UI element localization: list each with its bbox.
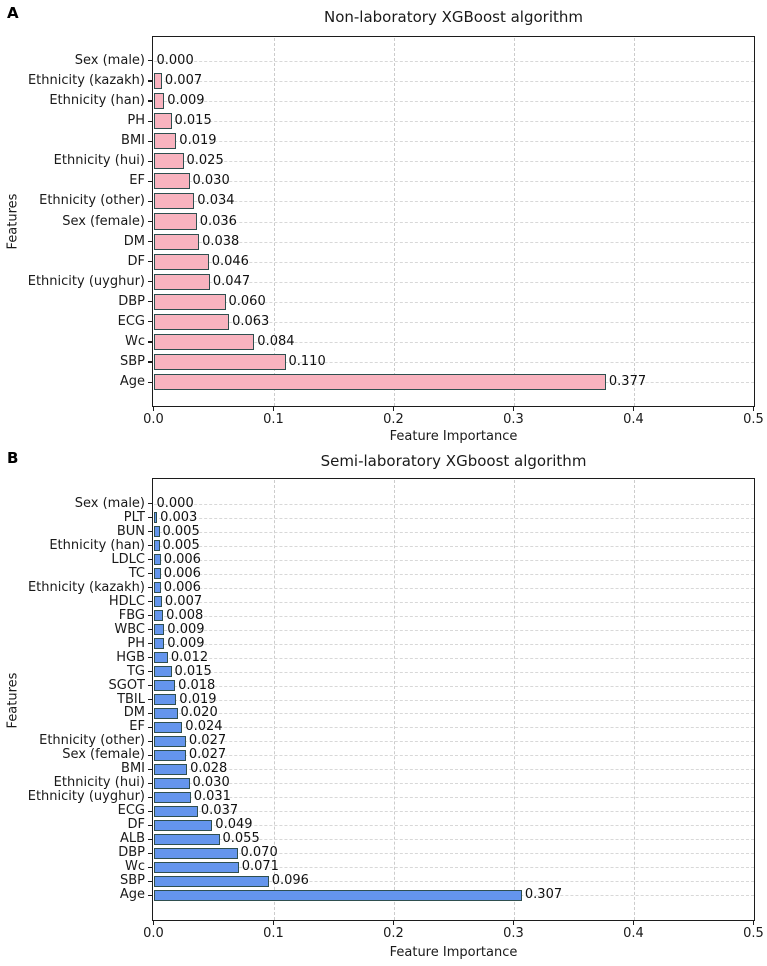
y-tick-label: Ethnicity (other) [39, 733, 145, 749]
bar-value-label: 0.049 [215, 817, 253, 833]
gridline [154, 727, 754, 728]
y-axis-tick [148, 341, 152, 342]
bar-value-label: 0.027 [188, 733, 227, 749]
gridline [154, 672, 754, 673]
gridline [154, 811, 754, 812]
y-tick-label: Sex (female) [62, 213, 145, 229]
y-axis-tick [148, 629, 152, 630]
bar-value-label: 0.031 [193, 789, 231, 805]
bar-value-label: 0.060 [228, 293, 266, 309]
y-tick-label: Sex (male) [74, 495, 145, 511]
y-tick-label: PH [127, 113, 145, 129]
bar-sex-female [154, 213, 197, 229]
y-axis-tick [148, 301, 152, 302]
gridline [154, 713, 754, 714]
y-axis-tick [148, 80, 152, 81]
y-tick-label: PLT [123, 509, 145, 525]
y-axis-tick [148, 853, 152, 854]
y-tick-label: SBP [119, 354, 145, 370]
x-axis-tick [273, 407, 274, 411]
bar-ef [154, 722, 183, 733]
bar-value-label: 0.377 [608, 374, 647, 390]
bar-value-label: 0.015 [174, 663, 212, 679]
bar-value-label: 0.006 [163, 565, 201, 581]
y-tick-label: Age [119, 374, 145, 390]
x-axis-tick [513, 407, 514, 411]
y-tick-label: HDLC [108, 593, 145, 609]
y-tick-label: BUN [116, 523, 145, 539]
bar-ethnicity-han [154, 540, 160, 551]
bar-value-label: 0.019 [179, 133, 217, 149]
bar-value-label: 0.037 [200, 803, 239, 819]
y-axis-tick [148, 60, 152, 61]
bar-df [154, 820, 213, 831]
bar-sgot [154, 680, 176, 691]
gridline [154, 560, 754, 561]
panel-a-letter: A [7, 4, 19, 22]
bar-ethnicity-han [154, 93, 165, 109]
y-tick-label: DM [123, 705, 145, 721]
panel-b-x-axis-label: Feature Importance [389, 945, 518, 960]
gridline [154, 602, 754, 603]
x-tick-label: 0.5 [743, 926, 764, 941]
bar-value-label: 0.071 [241, 859, 279, 875]
bar-value-label: 0.063 [232, 313, 270, 329]
bar-value-label: 0.006 [163, 551, 201, 567]
bar-sbp [154, 876, 269, 887]
gridline [154, 121, 754, 122]
bar-value-label: 0.028 [190, 761, 228, 777]
bar-ethnicity-other [154, 736, 186, 747]
bar-value-label: 0.009 [167, 621, 205, 637]
y-axis-tick [148, 141, 152, 142]
y-axis-tick [148, 361, 152, 362]
y-axis-tick [148, 881, 152, 882]
bar-value-label: 0.018 [178, 677, 216, 693]
y-tick-label: PH [127, 635, 145, 651]
bar-value-label: 0.027 [188, 747, 227, 763]
bar-value-label: 0.009 [167, 635, 205, 651]
bar-hdlc [154, 596, 162, 607]
y-tick-label: Ethnicity (han) [49, 93, 145, 109]
gridline [154, 783, 754, 784]
x-axis-tick [633, 921, 634, 925]
y-axis-tick [148, 531, 152, 532]
bar-age [154, 890, 522, 901]
bar-value-label: 0.000 [156, 52, 194, 68]
y-tick-label: EF [129, 173, 145, 189]
bar-ph [154, 113, 172, 129]
bar-ph [154, 638, 165, 649]
bar-ldlc [154, 554, 161, 565]
bar-value-label: 0.000 [156, 495, 194, 511]
bar-value-label: 0.008 [166, 607, 204, 623]
bar-value-label: 0.019 [179, 691, 217, 707]
y-axis-tick [148, 783, 152, 784]
bar-value-label: 0.025 [186, 153, 224, 169]
y-axis-tick [148, 839, 152, 840]
y-axis-tick [148, 281, 152, 282]
y-axis-tick [148, 161, 152, 162]
y-axis-tick [148, 769, 152, 770]
bar-sbp [154, 354, 286, 370]
y-tick-label: DM [123, 233, 145, 249]
bar-value-label: 0.020 [180, 705, 218, 721]
y-axis-tick [148, 221, 152, 222]
y-tick-label: Ethnicity (hui) [53, 153, 145, 169]
y-axis-tick [148, 825, 152, 826]
bar-value-label: 0.015 [174, 113, 212, 129]
bar-tbil [154, 694, 177, 705]
y-axis-tick [148, 643, 152, 644]
gridline [154, 141, 754, 142]
y-tick-label: Ethnicity (han) [49, 537, 145, 553]
bar-ethnicity-kazakh [154, 582, 161, 593]
x-axis-tick [753, 921, 754, 925]
gridline [154, 546, 754, 547]
gridline [154, 686, 754, 687]
y-tick-label: BMI [121, 761, 145, 777]
y-axis-tick [148, 517, 152, 518]
bar-value-label: 0.047 [212, 273, 251, 289]
x-axis-tick [273, 921, 274, 925]
x-tick-label: 0.2 [383, 412, 404, 427]
y-axis-tick [148, 545, 152, 546]
bar-bmi [154, 764, 188, 775]
y-tick-label: ECG [117, 803, 145, 819]
x-tick-label: 0.5 [743, 412, 764, 427]
bar-wc [154, 862, 239, 873]
x-tick-label: 0.3 [503, 926, 524, 941]
y-tick-label: Wc [124, 333, 145, 349]
y-axis-tick [148, 741, 152, 742]
x-axis-tick [513, 921, 514, 925]
bar-value-label: 0.110 [288, 354, 326, 370]
bar-value-label: 0.006 [163, 579, 201, 595]
bar-tg [154, 666, 172, 677]
x-tick-label: 0.1 [263, 412, 284, 427]
bar-value-label: 0.055 [222, 831, 260, 847]
y-tick-label: Ethnicity (uyghur) [27, 273, 145, 289]
panel-a-x-axis-label: Feature Importance [389, 429, 518, 444]
gridline [154, 201, 754, 202]
bar-bmi [154, 133, 177, 149]
bar-value-label: 0.024 [185, 719, 223, 735]
y-axis-tick [148, 241, 152, 242]
bar-ecg [154, 314, 230, 330]
x-axis-tick [393, 921, 394, 925]
y-axis-tick [148, 559, 152, 560]
bar-alb [154, 834, 220, 845]
bar-tc [154, 568, 161, 579]
y-tick-label: Wc [124, 859, 145, 875]
y-tick-label: Ethnicity (uyghur) [27, 789, 145, 805]
x-axis-tick [153, 921, 154, 925]
y-tick-label: WBC [114, 621, 145, 637]
y-tick-label: DF [127, 817, 145, 833]
y-axis-tick [148, 713, 152, 714]
bar-wc [154, 334, 255, 350]
y-tick-label: Ethnicity (other) [39, 193, 145, 209]
gridline [154, 644, 754, 645]
y-tick-label: DBP [118, 293, 145, 309]
y-tick-label: EF [129, 719, 145, 735]
y-axis-tick [148, 503, 152, 504]
y-tick-label: LDLC [111, 551, 145, 567]
bar-ethnicity-uyghur [154, 274, 210, 290]
bar-value-label: 0.307 [524, 887, 563, 903]
y-tick-label: HGB [116, 649, 145, 665]
y-tick-label: Age [119, 887, 145, 903]
bar-value-label: 0.007 [164, 72, 203, 88]
y-tick-label: TC [128, 565, 145, 581]
y-tick-label: Ethnicity (kazakh) [27, 72, 145, 88]
bar-value-label: 0.034 [197, 193, 235, 209]
gridline [154, 700, 754, 701]
y-axis-tick [148, 755, 152, 756]
bar-ethnicity-hui [154, 778, 190, 789]
y-tick-label: ALB [119, 831, 145, 847]
bar-wbc [154, 624, 165, 635]
panel-b-title: Semi-laboratory XGboost algorithm [320, 452, 587, 470]
y-tick-label: TBIL [117, 691, 145, 707]
y-axis-tick [148, 382, 152, 383]
y-tick-label: SBP [119, 873, 145, 889]
gridline [154, 61, 754, 62]
gridline [154, 222, 754, 223]
gridline [154, 658, 754, 659]
bar-value-label: 0.096 [271, 873, 309, 889]
gridline [154, 741, 754, 742]
bar-ethnicity-kazakh [154, 73, 162, 89]
gridline [154, 504, 754, 505]
y-axis-tick [148, 573, 152, 574]
gridline [154, 769, 754, 770]
panel-b-letter: B [7, 449, 19, 467]
bar-df [154, 254, 209, 270]
x-tick-label: 0.2 [383, 926, 404, 941]
bar-dbp [154, 294, 226, 310]
y-axis-tick [148, 699, 152, 700]
panel-b-y-axis-label: Features [5, 672, 21, 728]
bar-plt [154, 512, 158, 523]
bar-value-label: 0.038 [202, 233, 240, 249]
bar-value-label: 0.084 [257, 333, 295, 349]
bar-value-label: 0.012 [170, 649, 209, 665]
panel-a-y-axis-label: Features [5, 193, 21, 249]
x-tick-label: 0.0 [143, 412, 164, 427]
gridline [154, 755, 754, 756]
bar-value-label: 0.007 [164, 593, 203, 609]
bar-bun [154, 526, 160, 537]
gridline [154, 616, 754, 617]
bar-ef [154, 173, 190, 189]
y-tick-label: Ethnicity (hui) [53, 775, 145, 791]
gridline [154, 242, 754, 243]
bar-value-label: 0.070 [240, 845, 278, 861]
x-tick-label: 0.4 [623, 926, 644, 941]
y-axis-tick [148, 121, 152, 122]
bar-hgb [154, 652, 168, 663]
bar-ecg [154, 806, 198, 817]
y-axis-tick [148, 685, 152, 686]
x-tick-label: 0.4 [623, 412, 644, 427]
y-axis-tick [148, 601, 152, 602]
bar-value-label: 0.003 [160, 509, 198, 525]
x-axis-tick [393, 407, 394, 411]
y-axis-tick [148, 797, 152, 798]
bar-dbp [154, 848, 238, 859]
y-tick-label: FBG [118, 607, 145, 623]
y-tick-label: Sex (male) [74, 52, 145, 68]
bar-ethnicity-hui [154, 153, 184, 169]
y-axis-tick [148, 261, 152, 262]
bar-age [154, 374, 606, 390]
y-axis-tick [148, 181, 152, 182]
y-axis-tick [148, 895, 152, 896]
y-axis-tick [148, 811, 152, 812]
y-tick-label: Ethnicity (kazakh) [27, 579, 145, 595]
gridline [154, 101, 754, 102]
y-tick-label: SGOT [108, 677, 145, 693]
y-axis-tick [148, 867, 152, 868]
bar-ethnicity-other [154, 193, 195, 209]
bar-dm [154, 708, 178, 719]
y-axis-tick [148, 657, 152, 658]
bar-value-label: 0.005 [162, 537, 200, 553]
bar-fbg [154, 610, 164, 621]
bar-value-label: 0.036 [199, 213, 237, 229]
gridline [154, 588, 754, 589]
y-tick-label: TG [126, 663, 145, 679]
x-tick-label: 0.3 [503, 412, 524, 427]
bar-value-label: 0.030 [192, 775, 230, 791]
bar-value-label: 0.030 [192, 173, 230, 189]
x-tick-label: 0.0 [143, 926, 164, 941]
bar-ethnicity-uyghur [154, 792, 191, 803]
gridline [154, 161, 754, 162]
y-axis-tick [148, 100, 152, 101]
y-axis-tick [148, 615, 152, 616]
y-axis-tick [148, 321, 152, 322]
y-axis-tick [148, 727, 152, 728]
bar-sex-female [154, 750, 186, 761]
gridline [154, 181, 754, 182]
x-axis-tick [633, 407, 634, 411]
gridline [154, 532, 754, 533]
gridline [154, 518, 754, 519]
x-axis-tick [153, 407, 154, 411]
gridline [154, 81, 754, 82]
bar-value-label: 0.046 [211, 253, 249, 269]
bar-value-label: 0.005 [162, 523, 200, 539]
y-tick-label: DBP [118, 845, 145, 861]
y-axis-tick [148, 587, 152, 588]
gridline [154, 630, 754, 631]
y-tick-label: Sex (female) [62, 747, 145, 763]
x-tick-label: 0.1 [263, 926, 284, 941]
panel-a-title: Non-laboratory XGBoost algorithm [323, 8, 583, 26]
y-tick-label: ECG [117, 313, 145, 329]
gridline [154, 574, 754, 575]
bar-dm [154, 234, 200, 250]
y-axis-tick [148, 201, 152, 202]
y-tick-label: BMI [121, 133, 145, 149]
gridline [154, 797, 754, 798]
x-axis-tick [753, 407, 754, 411]
y-axis-tick [148, 671, 152, 672]
y-tick-label: DF [127, 253, 145, 269]
bar-value-label: 0.009 [167, 93, 205, 109]
